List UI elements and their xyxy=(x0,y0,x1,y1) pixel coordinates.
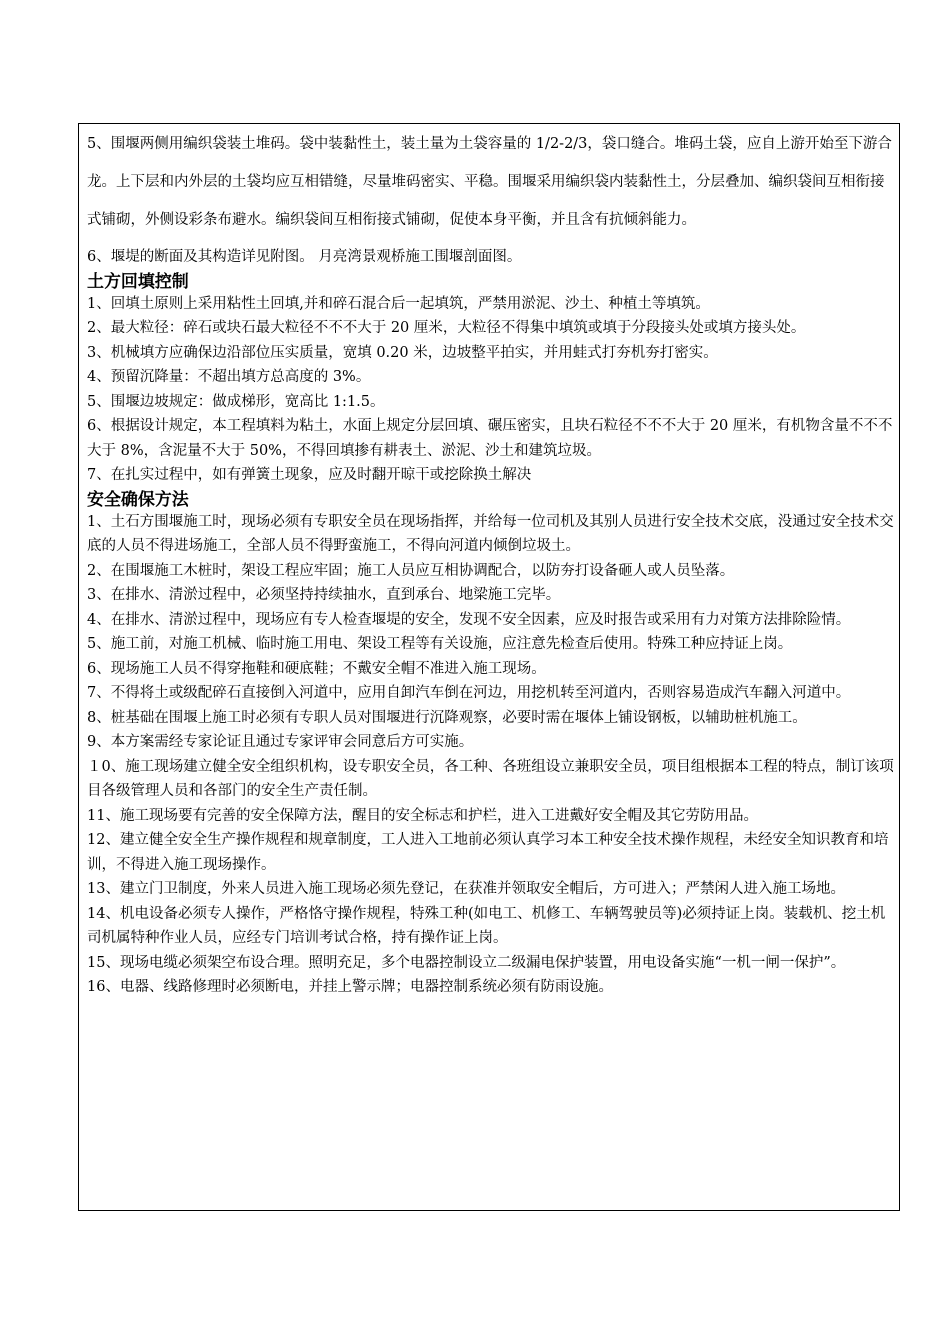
item-6-paragraph: 6、堰堤的断面及其构造详见附图。 月亮湾景观桥施工围堰剖面图。 xyxy=(87,249,522,265)
list-item: 2、在围堰施工木桩时，架设工程应牢固；施工人员应互相协调配合，以防夯打设备砸人或人员坠落。 xyxy=(87,562,735,579)
cofferdam-paragraph: 5、围堰两侧用编织袋装土堆码。袋中装黏性土，装土量为土袋容量的 1/2-2/3，袋口缝合。堆码土袋，应自上游开始至下游合龙。上下层和内外层的土袋均应互相错缝，尽量堆码密实、平稳。围堰采用编织袋内装黏性土，分层叠加、编织袋间互相衔接式铺砌，外侧设彩条布避水。编织袋间互相衔接式铺砌，促使本身平衡，并且含有抗倾斜能力。 xyxy=(87,136,892,228)
list-item: 12、建立健全安全生产操作规程和规章制度，工人进入工地前必须认真学习本工种安全技术操作规程，未经安全知识教育和培训，不得进入施工现场操作。 xyxy=(87,832,889,873)
list-item: 5、施工前，对施工机械、临时施工用电、架设工程等有关设施，应注意先检查后使用。特殊工种应持证上岗。 xyxy=(87,636,793,652)
list-item: 3、机械填方应确保边沿部位压实质量，宽填 0.20 米，边坡整平拍实，并用蛙式打夯机夯打密实。 xyxy=(87,344,718,361)
list-item: 13、建立门卫制度，外来人员进入施工现场必须先登记，在获准并领取安全帽后，方可进入；严禁闲人进入施工场地。 xyxy=(87,881,845,897)
list-item: 4、在排水、清淤过程中，现场应有专人检查堰堤的安全，发现不安全因素，应及时报告或采用有力对策方法排除险情。 xyxy=(87,611,851,628)
list-item: １0、施工现场建立健全安全组织机构，设专职安全员，各工种、各班组设立兼职安全员，项目组根据本工程的特点，制订该项目各级管理人员和各部门的安全生产责任制。 xyxy=(87,758,894,799)
list-item: 6、根据设计规定，本工程填料为粘土，水面上规定分层回填、碾压密实，且块石粒径不不不大于 20 厘米，有机物含量不不不大于 8%，含泥量不大于 50%，不得回填掺有耕表土、淤泥、沙土和建筑垃圾。 xyxy=(87,418,893,459)
document-body xyxy=(87,125,895,1000)
list-item: 2、最大粒径：碎石或块石最大粒径不不不大于 20 厘米，大粒径不得集中填筑或填于分段接头处或填方接头处。 xyxy=(87,320,806,336)
list-item: 4、预留沉降量：不超出填方总高度的 3%。 xyxy=(87,369,371,385)
safety-list xyxy=(87,510,895,1000)
list-item: 15、现场电缆必须架空布设合理。照明充足，多个电器控制设立二级漏电保护装置，用电设备实施“一机一闸一保护”。 xyxy=(87,954,846,971)
list-item: 3、在排水、清淤过程中，必须坚持持续抽水，直到承台、地梁施工完毕。 xyxy=(87,587,561,603)
list-item: 11、施工现场要有完善的安全保障方法，醒目的安全标志和护栏，进入工进戴好安全帽及其它劳防用品。 xyxy=(87,807,758,824)
list-item: 1、回填土原则上采用粘性土回填,并和碎石混合后一起填筑，严禁用淤泥、沙土、种植土等填筑。 xyxy=(87,295,710,312)
list-item: 9、本方案需经专家论证且通过专家评审会同意后方可实施。 xyxy=(87,734,474,750)
section-heading-backfill: 土方回填控制 xyxy=(87,270,189,291)
list-item: 5、围堰边坡规定：做成梯形，宽高比 1:1.5。 xyxy=(87,393,385,410)
list-item: 8、桩基础在围堰上施工时必须有专职人员对围堰进行沉降观察，必要时需在堰体上铺设钢板，以辅助桩机施工。 xyxy=(87,709,807,726)
list-item: 6、现场施工人员不得穿拖鞋和硬底鞋；不戴安全帽不准进入施工现场。 xyxy=(87,660,546,677)
list-item: 16、电器、线路修理时必须断电，并挂上警示牌；电器控制系统必须有防雨设施。 xyxy=(87,979,613,995)
list-item: 1、土石方围堰施工时，现场必须有专职安全员在现场指挥，并给每一位司机及其别人员进行安全技术交底，没通过安全技术交底的人员不得进场施工，全部人员不得野蛮施工，不得向河道内倾倒垃圾土。 xyxy=(87,513,894,554)
list-item: 7、在扎实过程中，如有弹簧土现象，应及时翻开晾干或挖除换土解决 xyxy=(87,467,532,483)
section-heading-safety: 安全确保方法 xyxy=(87,488,189,509)
list-item: 14、机电设备必须专人操作，严格恪守操作规程，特殊工种(如电工、机修工、车辆驾驶员等)必须持证上岗。装载机、挖土机司机属特种作业人员，应经专门培训考试合格，持有操作证上岗。 xyxy=(87,905,886,946)
backfill-list xyxy=(87,292,895,488)
list-item: 7、不得将土或级配碎石直接倒入河道中，应用自卸汽车倒在河边，用挖机转至河道内，否则容易造成汽车翻入河道中。 xyxy=(87,685,851,701)
